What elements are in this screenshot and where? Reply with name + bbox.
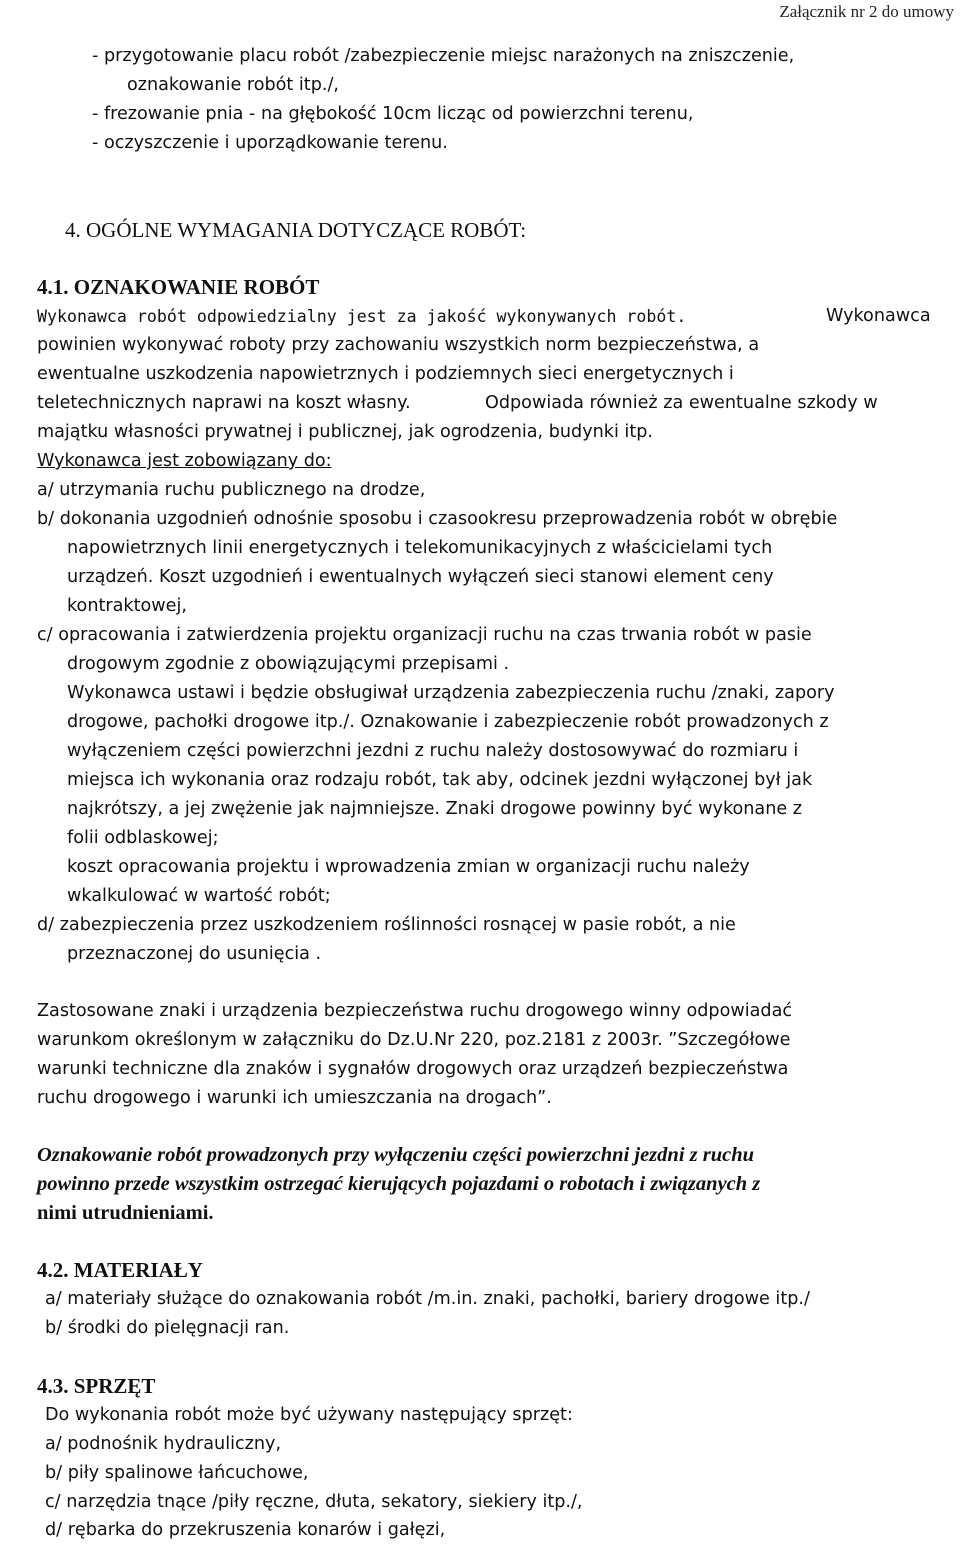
obligation-item: c/ opracowania i zatwierdzenia projektu organizacji ruchu na czas trwania robót w pasie (37, 625, 812, 645)
paragraph-line: Wykonawca (826, 306, 931, 326)
section-heading: 4.3. SPRZĘT (37, 1374, 156, 1398)
obligation-item-continuation: folii odblaskowej; (67, 828, 219, 848)
obliged-heading: Wykonawca jest zobowiązany do: (37, 451, 332, 471)
paragraph-line: Zastosowane znaki i urządzenia bezpieczeństwa ruchu drogowego winny odpowiadać (37, 1001, 793, 1021)
emphasis-line: nimi utrudnieniami. (37, 1202, 214, 1224)
obligation-item-continuation: koszt opracowania projektu i wprowadzenia zmian w organizacji ruchu należy (67, 857, 750, 877)
paragraph-line: Odpowiada również za ewentualne szkody w (485, 393, 878, 413)
equipment-item: b/ piły spalinowe łańcuchowe, (45, 1463, 309, 1483)
section-heading: 4. OGÓLNE WYMAGANIA DOTYCZĄCE ROBÓT: (65, 218, 527, 242)
paragraph-line: Wykonawca robót odpowiedzialny jest za jakość wykonywanych robót. (37, 307, 687, 326)
paragraph-line: powinien wykonywać roboty przy zachowaniu wszystkich norm bezpieczeństwa, a (37, 335, 760, 355)
equipment-item: d/ rębarka do przekruszenia konarów i gałęzi, (45, 1520, 446, 1540)
equipment-item: a/ podnośnik hydrauliczny, (45, 1434, 282, 1454)
obligation-item-continuation: wyłączeniem części powierzchni jezdni z ruchu należy dostosowywać do rozmiaru i (67, 741, 799, 761)
paragraph-line: majątku własności prywatnej i publicznej, jak ogrodzenia, budynki itp. (37, 422, 653, 442)
paragraph-line: ruchu drogowego i warunki ich umieszczania na drogach”. (37, 1088, 552, 1108)
obligation-item-continuation: kontraktowej, (67, 596, 187, 616)
obligation-item-continuation: najkrótszy, a jej zwężenie jak najmniejsze. Znaki drogowe powinny być wykonane z (67, 799, 803, 819)
obligation-item-continuation: drogowym zgodnie z obowiązującymi przepisami . (67, 654, 510, 674)
obligation-item-continuation: napowietrznych linii energetycznych i telekomunikacyjnych z właścicielami tych (67, 538, 773, 558)
obligation-item-continuation: wkalkulować w wartość robót; (67, 886, 331, 906)
obligation-item: b/ dokonania uzgodnień odnośnie sposobu i czasookresu przeprowadzenia robót w obrębie (37, 509, 838, 529)
paragraph-line: warunkom określonym w załączniku do Dz.U.Nr 220, poz.2181 z 2003r. ”Szczegółowe (37, 1030, 791, 1050)
list-item-continuation: oznakowanie robót itp./, (127, 75, 339, 95)
obligation-item-continuation: Wykonawca ustawi i będzie obsługiwał urządzenia zabezpieczenia ruchu /znaki, zapory (67, 683, 835, 703)
obligation-item: a/ utrzymania ruchu publicznego na drodze, (37, 480, 426, 500)
paragraph-line: teletechnicznych naprawi na koszt własny. (37, 393, 411, 413)
list-item: - przygotowanie placu robót /zabezpieczenie miejsc narażonych na zniszczenie, (92, 46, 795, 66)
materials-item: b/ środki do pielęgnacji ran. (45, 1318, 290, 1338)
obligation-item: d/ zabezpieczenia przez uszkodzeniem roślinności rosnącej w pasie robót, a nie (37, 915, 736, 935)
section-heading: 4.2. MATERIAŁY (37, 1258, 203, 1282)
section-heading: 4.1. OZNAKOWANIE ROBÓT (37, 275, 320, 299)
emphasis-line: Oznakowanie robót prowadzonych przy wyłączeniu części powierzchni jezdni z ruchu (37, 1144, 755, 1166)
equipment-intro: Do wykonania robót może być używany następujący sprzęt: (45, 1405, 573, 1425)
equipment-item: c/ narzędzia tnące /piły ręczne, dłuta, sekatory, siekiery itp./, (45, 1492, 583, 1512)
obligation-item-continuation: miejsca ich wykonania oraz rodzaju robót, tak aby, odcinek jezdni wyłączonej był jak (67, 770, 813, 790)
obligation-item-continuation: drogowe, pachołki drogowe itp./. Oznakowanie i zabezpieczenie robót prowadzonych z (67, 712, 829, 732)
list-item: - frezowanie pnia - na głębokość 10cm licząc od powierzchni terenu, (92, 104, 694, 124)
paragraph-line: ewentualne uszkodzenia napowietrznych i podziemnych sieci energetycznych i (37, 364, 734, 384)
materials-item: a/ materiały służące do oznakowania robót /m.in. znaki, pachołki, bariery drogowe itp./ (45, 1289, 810, 1309)
attachment-label: Załącznik nr 2 do umowy (779, 2, 954, 21)
emphasis-line: powinno przede wszystkim ostrzegać kierujących pojazdami o robotach i związanych z (37, 1173, 761, 1195)
list-item: - oczyszczenie i uporządkowanie terenu. (92, 133, 448, 153)
paragraph-line: warunki techniczne dla znaków i sygnałów drogowych oraz urządzeń bezpieczeństwa (37, 1059, 789, 1079)
obligation-item-continuation: przeznaczonej do usunięcia . (67, 944, 322, 964)
obligation-item-continuation: urządzeń. Koszt uzgodnień i ewentualnych wyłączeń sieci stanowi element ceny (67, 567, 774, 587)
